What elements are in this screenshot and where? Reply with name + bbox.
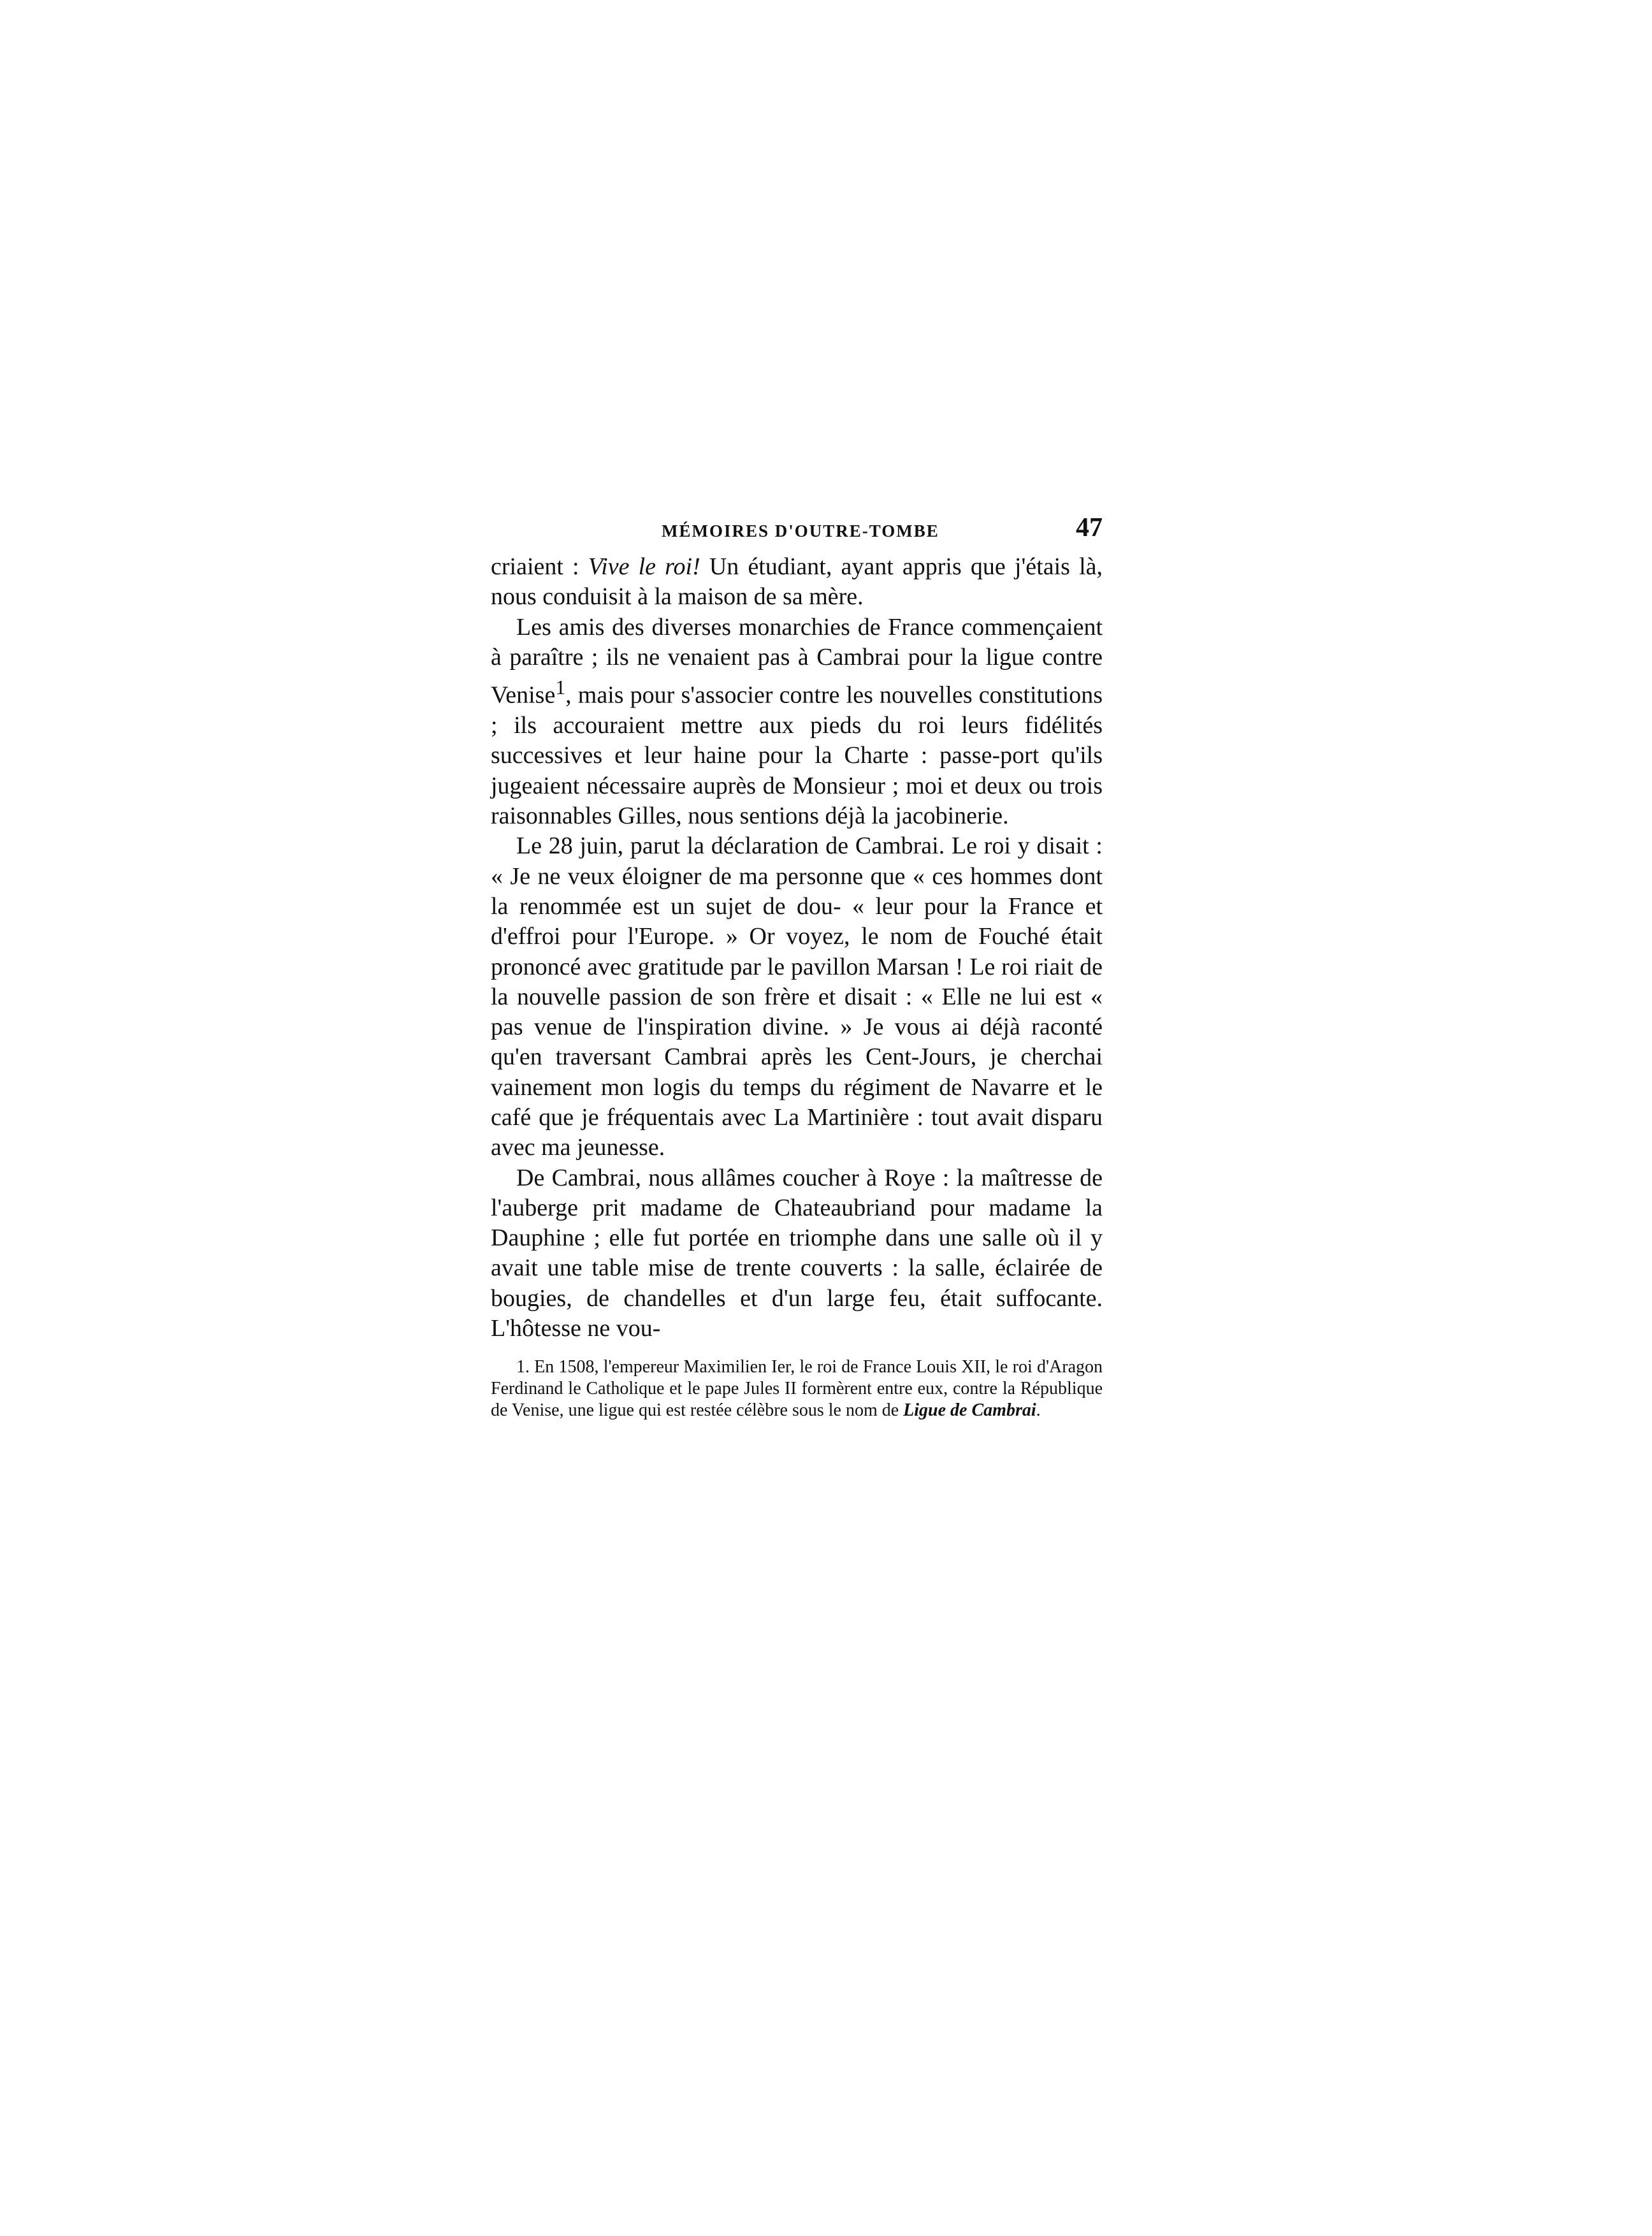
footnote-number: 1. xyxy=(516,1357,530,1377)
paragraph-4: De Cambrai, nous allâmes coucher à Roye : la maîtresse de l'auberge prit madame de Chateaubriand pour madame la Dauphine ; elle fut portée en triomphe dans une salle où il y avait une table mise de trente couverts : la salle, éclairée de bougies, de chandelles et d'un large feu, était suffocante. L'hôtesse ne vou- xyxy=(491,1164,1103,1342)
footnote xyxy=(491,1356,1103,1421)
paragraph-2 xyxy=(491,613,1103,832)
footnote-end: . xyxy=(1036,1400,1041,1421)
paragraph-2-before-note: Les amis des diverses monarchies de France commençaient à paraître ; ils ne venaient pas à Cambrai pour la ligue contre Venise xyxy=(491,613,1103,709)
paragraph-2-after-note: , mais pour s'associer contre les nouvelles constitutions ; ils accouraient mettre aux pieds du roi leurs fidélités successives et leur haine pour la Charte : passe-port qu'ils jugeaient nécessaire auprès de Monsieur ; moi et deux ou trois raisonnables Gilles, nous sentions déjà la jacobinerie. xyxy=(491,681,1103,830)
book-page xyxy=(491,510,1103,1421)
running-head xyxy=(491,510,1103,546)
page-number: 47 xyxy=(1076,513,1103,542)
footnote-italic: Ligue de Cambrai xyxy=(903,1400,1036,1421)
paragraph-1-rest: Un étudiant, ayant appris que j'étais là, nous conduisit à la maison de sa mère. xyxy=(491,553,1103,611)
footnote-text: En 1508, l'empereur Maximilien Ier, le roi de France Louis XII, le roi d'Aragon Ferdinand le Catholique et le pape Jules II formèrent entre eux, contre la République de Venise, une ligue qui est restée célèbre sous le nom de xyxy=(491,1357,1103,1421)
paragraph-3: Le 28 juin, parut la déclaration de Cambrai. Le roi y disait : « Je ne veux éloigner de ma personne que « ces hommes dont la renommée est un sujet de dou- « leur pour la France et d'effroi pour l'Europe. » Or voyez, le nom de Fouché était prononcé avec gratitude par le pavillon Marsan ! Le roi riait de la nouvelle passion de son frère et disait : « Elle ne lui est « pas venue de l'inspiration divine. » Je vous ai déjà raconté qu'en traversant Cambrai après les Cent-Jours, je cherchai vainement mon logis du temps du régiment de Navarre et le café que je fréquentais avec La Martinière : tout avait disparu avec ma jeunesse. xyxy=(491,832,1103,1161)
paragraph-1 xyxy=(491,552,1103,613)
footnote-reference: 1 xyxy=(555,676,566,699)
running-title: MÉMOIRES D'OUTRE-TOMBE xyxy=(662,521,939,541)
paragraph-1-lead: criaient : xyxy=(491,553,588,580)
paragraph-1-italic: Vive le roi! xyxy=(588,553,700,580)
body-text xyxy=(491,552,1103,1344)
